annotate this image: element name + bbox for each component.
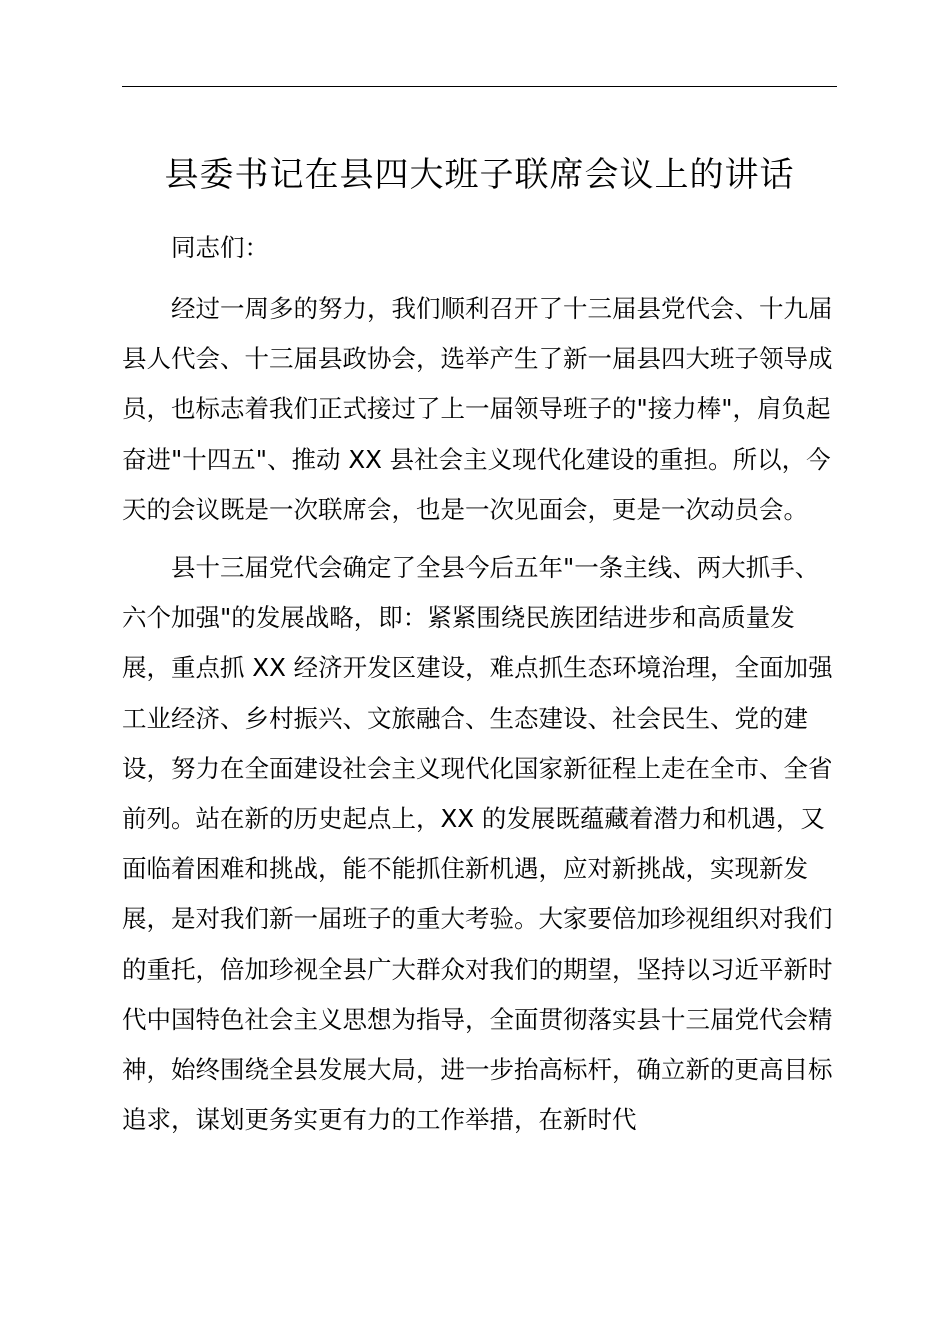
document-body	[122, 220, 837, 1153]
paragraph-1: 经过一周多的努力，我们顺利召开了十三届县党代会、十九届县人代会、十三届县政协会，选举产生了新一届县四大班子领导成员，也标志着我们正式接过了上一届领导班子的"接力棒"，肩负起奋进"十四五"、推动 XX 县社会主义现代化建设的重担。所以，今天的会议既是一次联席会，也是一次见面会，更是一次动员会。	[122, 294, 833, 524]
document-title: 县委书记在县四大班子联席会议上的讲话	[164, 155, 795, 195]
paragraph-2: 县十三届党代会确定了全县今后五年"一条主线、两大抓手、六个加强"的发展战略，即：紧紧围绕民族团结进步和高质量发展，重点抓 XX 经济开发区建设，难点抓生态环境治理，全面加强工业经济、乡村振兴、文旅融合、生态建设、社会民生、党的建设，努力在全面建设社会主义现代化国家新征程上走在全市、全省前列。站在新的历史起点上，XX 的发展既蕴藏着潜力和机遇，又面临着困难和挑战，能不能抓住新机遇，应对新挑战，实现新发展，是对我们新一届班子的重大考验。大家要倍加珍视组织对我们的重托，倍加珍视全县广大群众对我们的期望，坚持以习近平新时代中国特色社会主义思想为指导，全面贯彻落实县十三届党代会精神，始终围绕全县发展大局，进一步抬高标杆，确立新的更高目标追求，谋划更务实更有力的工作举措，在新时代	[122, 553, 833, 1135]
header-divider	[122, 86, 837, 87]
salutation: 同志们：	[171, 233, 269, 262]
